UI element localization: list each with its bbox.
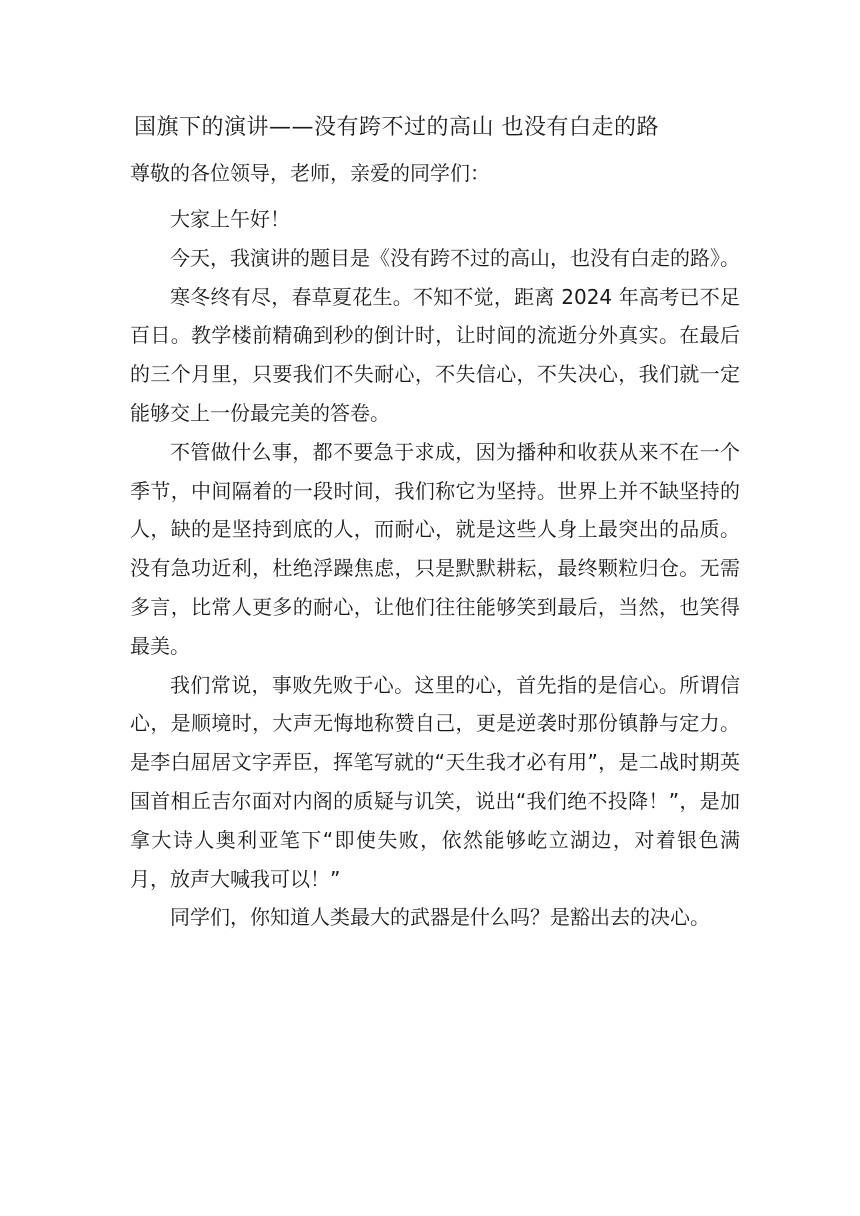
document-title: 国旗下的演讲——没有跨不过的高山 也没有白走的路 (134, 115, 659, 140)
document-body (130, 200, 740, 937)
paragraph-patience: 不管做什么事，都不要急于求成，因为播种和收获从来不在一个季节，中间隔着的一段时间，我们称它为坚持。世界上并不缺坚持的人，缺的是坚持到底的人，而耐心，就是这些人身上最突出的品质。没有急功近利，杜绝浮躁焦虑，只是默默耕耘，最终颗粒归仓。无需多言，比常人更多的耐心，让他们往往能够笑到最后，当然，也笑得最美。 (130, 439, 740, 658)
paragraph-confidence: 我们常说，事败先败于心。这里的心，首先指的是信心。所谓信心，是顺境时，大声无悔地称赞自己，更是逆袭时那份镇静与定力。是李白屈居文字弄臣，挥笔写就的“天生我才必有用”，是二战时期英国首相丘吉尔面对内阁的质疑与讥笑，说出“我们绝不投降！”，是加拿大诗人奥利亚笔下“即使失败，依然能够屹立湖边，对着银色满月，放声大喊我可以！” (130, 672, 740, 891)
paragraph-determination: 同学们，你知道人类最大的武器是什么吗？是豁出去的决心。 (170, 905, 710, 930)
paragraph-topic: 今天，我演讲的题目是《没有跨不过的高山，也没有白走的路》。 (170, 245, 740, 270)
salutation: 尊敬的各位领导，老师，亲爱的同学们： (130, 161, 490, 185)
paragraph-countdown: 寒冬终有尽，春草夏花生。不知不觉，距离 2024 年高考已不足百日。教学楼前精确到秒的倒计时，让时间的流逝分外真实。在最后的三个月里，只要我们不失耐心，不失信心，不失决心，我们就一定能够交上一份最完美的答卷。 (130, 284, 740, 425)
paragraph-greeting: 大家上午好！ (170, 207, 290, 231)
